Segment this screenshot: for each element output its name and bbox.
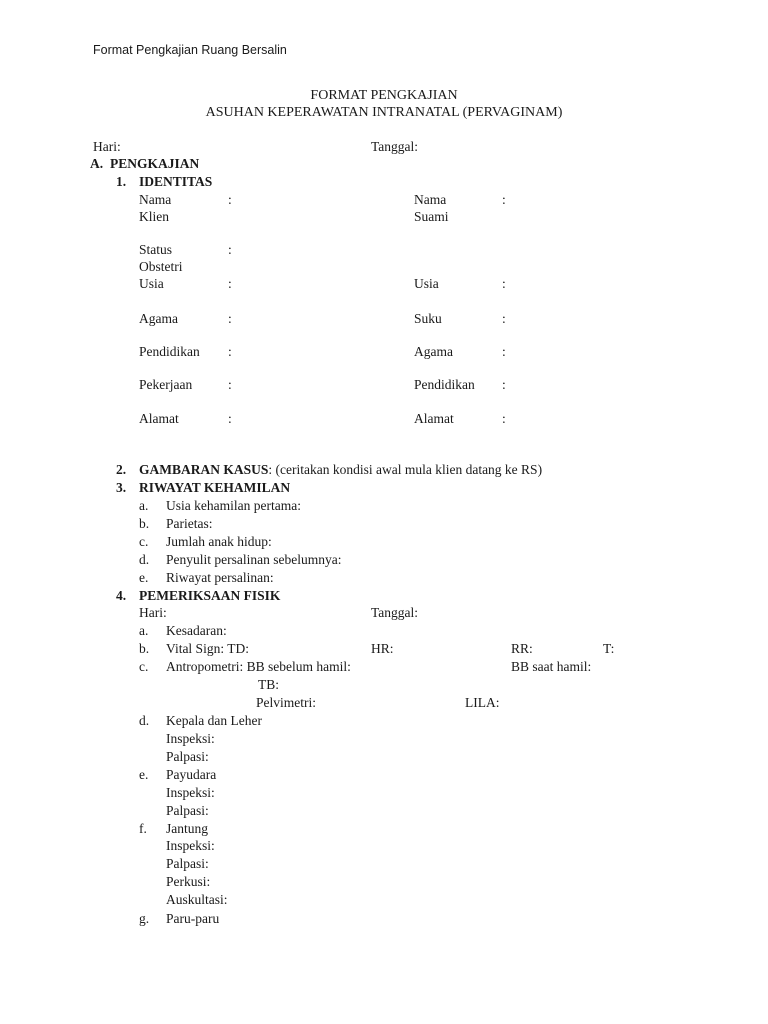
pf-vital-sign-td: Vital Sign: TD: bbox=[166, 641, 249, 656]
pf-kesadaran: Kesadaran: bbox=[166, 623, 227, 638]
label-pekerjaan-klien: Pekerjaan bbox=[139, 377, 193, 392]
label-agama-suami: Agama bbox=[414, 344, 453, 359]
label-nama-suami-line2: Suami bbox=[414, 209, 449, 224]
label-status-obstetri-line1: Status bbox=[139, 242, 173, 257]
pf-d-letter: d. bbox=[139, 713, 150, 728]
colon-agama-suami: : bbox=[502, 344, 506, 359]
label-nama-klien-line2: Klien bbox=[139, 209, 169, 224]
pf-lila: LILA: bbox=[465, 695, 500, 710]
colon-pekerjaan-klien: : bbox=[228, 377, 232, 392]
tanggal-label: Tanggal: bbox=[371, 139, 419, 154]
pf-tb: TB: bbox=[258, 677, 280, 692]
colon-alamat-suami: : bbox=[502, 411, 506, 426]
riwayat-item-letter: c. bbox=[139, 534, 149, 549]
colon-alamat-klien: : bbox=[228, 411, 232, 426]
riwayat-item-letter: e. bbox=[139, 570, 149, 585]
pf-pelvimetri: Pelvimetri: bbox=[256, 695, 316, 710]
identitas-title: IDENTITAS bbox=[139, 174, 213, 189]
pf-kepala-palpasi: Palpasi: bbox=[166, 749, 209, 764]
pf-kepala-inspeksi: Inspeksi: bbox=[166, 731, 215, 746]
riwayat-item-text: Penyulit persalinan sebelumnya: bbox=[166, 552, 342, 567]
colon-suku-suami: : bbox=[502, 311, 506, 326]
pf-g-letter: g. bbox=[139, 911, 150, 926]
pf-jantung-auskultasi: Auskultasi: bbox=[166, 892, 228, 907]
pf-tanggal-label: Tanggal: bbox=[371, 605, 419, 620]
gambaran-kasus-title: GAMBARAN KASUS bbox=[139, 462, 269, 477]
pf-bb-saat-hamil: BB saat hamil: bbox=[511, 659, 592, 674]
pf-jantung-palpasi: Palpasi: bbox=[166, 856, 209, 871]
pf-payudara: Payudara bbox=[166, 767, 217, 782]
label-pendidikan-suami: Pendidikan bbox=[414, 377, 475, 392]
gambaran-kasus-number: 2. bbox=[116, 462, 127, 477]
riwayat-item-letter: b. bbox=[139, 516, 150, 531]
colon-nama-klien: : bbox=[228, 192, 232, 207]
colon-usia-klien: : bbox=[228, 276, 232, 291]
gambaran-kasus-note: : (ceritakan kondisi awal mula klien datang ke RS) bbox=[268, 462, 543, 477]
pf-e-letter: e. bbox=[139, 767, 149, 782]
pf-c-letter: c. bbox=[139, 659, 149, 674]
pf-vital-hr: HR: bbox=[371, 641, 394, 656]
pf-antropometri-bb-sebelum: Antropometri: BB sebelum hamil: bbox=[166, 659, 351, 674]
pemeriksaan-fisik-number: 4. bbox=[116, 588, 127, 603]
gambaran-kasus-line bbox=[139, 463, 542, 477]
document-title-line2: ASUHAN KEPERAWATAN INTRANATAL (PERVAGINAM) bbox=[205, 105, 563, 120]
riwayat-kehamilan-number: 3. bbox=[116, 480, 127, 495]
pf-jantung-inspeksi: Inspeksi: bbox=[166, 838, 215, 853]
riwayat-item-letter: d. bbox=[139, 552, 150, 567]
pf-f-letter: f. bbox=[139, 821, 147, 836]
label-usia-klien: Usia bbox=[139, 276, 164, 291]
pf-vital-rr: RR: bbox=[511, 641, 533, 656]
pf-b-letter: b. bbox=[139, 641, 150, 656]
riwayat-kehamilan-title: RIWAYAT KEHAMILAN bbox=[139, 480, 291, 495]
pf-kepala-leher: Kepala dan Leher bbox=[166, 713, 262, 728]
pemeriksaan-fisik-title: PEMERIKSAAN FISIK bbox=[139, 588, 281, 603]
colon-status-obstetri: : bbox=[228, 242, 232, 257]
riwayat-item-letter: a. bbox=[139, 498, 149, 513]
colon-pendidikan-suami: : bbox=[502, 377, 506, 392]
pf-payudara-palpasi: Palpasi: bbox=[166, 803, 209, 818]
pf-hari-label: Hari: bbox=[139, 605, 167, 620]
label-nama-klien-line1: Nama bbox=[139, 192, 172, 207]
colon-usia-suami: : bbox=[502, 276, 506, 291]
label-usia-suami: Usia bbox=[414, 276, 439, 291]
hari-label: Hari: bbox=[93, 139, 121, 154]
riwayat-item-text: Riwayat persalinan: bbox=[166, 570, 274, 585]
pf-vital-t: T: bbox=[603, 641, 615, 656]
pf-paru-paru: Paru-paru bbox=[166, 911, 220, 926]
label-status-obstetri-line2: Obstetri bbox=[139, 259, 183, 274]
riwayat-item-text: Jumlah anak hidup: bbox=[166, 534, 272, 549]
colon-agama-klien: : bbox=[228, 311, 232, 326]
label-suku-suami: Suku bbox=[414, 311, 442, 326]
pf-payudara-inspeksi: Inspeksi: bbox=[166, 785, 215, 800]
section-a-title: PENGKAJIAN bbox=[110, 156, 200, 171]
colon-pendidikan-klien: : bbox=[228, 344, 232, 359]
riwayat-item-text: Usia kehamilan pertama: bbox=[166, 498, 301, 513]
document-title-line1: FORMAT PENGKAJIAN bbox=[310, 88, 458, 103]
colon-nama-suami: : bbox=[502, 192, 506, 207]
label-agama-klien: Agama bbox=[139, 311, 178, 326]
running-header: Format Pengkajian Ruang Bersalin bbox=[93, 43, 287, 57]
label-pendidikan-klien: Pendidikan bbox=[139, 344, 200, 359]
section-a-label: A. bbox=[90, 156, 104, 171]
pf-a-letter: a. bbox=[139, 623, 149, 638]
label-alamat-klien: Alamat bbox=[139, 411, 179, 426]
riwayat-item-text: Parietas: bbox=[166, 516, 213, 531]
identitas-number: 1. bbox=[116, 174, 127, 189]
label-alamat-suami: Alamat bbox=[414, 411, 454, 426]
pf-jantung-perkusi: Perkusi: bbox=[166, 874, 211, 889]
pf-jantung: Jantung bbox=[166, 821, 208, 836]
label-nama-suami-line1: Nama bbox=[414, 192, 447, 207]
